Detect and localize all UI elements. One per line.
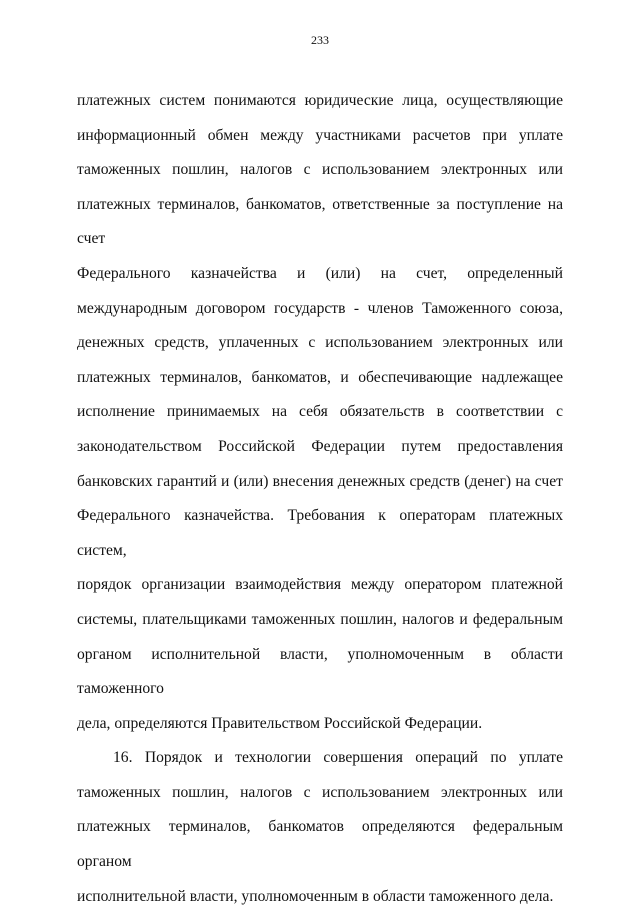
text-line: информационный обмен между участниками расчетов при уплате: [77, 126, 563, 144]
text-line: дела, определяются Правительством Российской Федерации.: [77, 714, 483, 732]
paragraph-continuation: [77, 84, 563, 741]
text-line: порядок организации взаимодействия между оператором платежной: [77, 576, 563, 594]
text-line: 16. Порядок и технологии совершения операций по уплате: [113, 749, 563, 767]
text-line: таможенных пошлин, налогов с использованием электронных или: [77, 161, 563, 179]
text-line: Федерального казначейства. Требования к операторам платежных систем,: [77, 507, 563, 559]
text-line: денежных средств, уплаченных с использованием электронных или: [77, 334, 563, 352]
text-line: банковских гарантий и (или) внесения денежных средств (денег) на счет: [77, 472, 563, 490]
text-line: платежных терминалов, банкоматов, ответственные за поступление на счет: [77, 195, 563, 248]
text-line: исполнение принимаемых на себя обязательств в соответствии с: [77, 403, 563, 421]
document-body: [77, 84, 563, 914]
text-line: законодательством Российской Федерации путем предоставления: [77, 437, 563, 455]
text-line: исполнительной власти, уполномоченным в области таможенного дела.: [77, 887, 554, 905]
text-line: платежных систем понимаются юридические лица, осуществляющие: [77, 92, 563, 109]
text-line: таможенных пошлин, налогов с использованием электронных или: [77, 783, 563, 801]
text-line: международным договором государств - членов Таможенного союза,: [77, 299, 563, 317]
text-line: органом исполнительной власти, уполномоченным в области таможенного: [77, 645, 563, 698]
paragraph-16: [77, 741, 563, 914]
text-line: платежных терминалов, банкоматов, и обеспечивающие надлежащее: [77, 368, 563, 386]
text-line: Федерального казначейства и (или) на счет, определенный: [77, 264, 563, 282]
page-number: 233: [311, 33, 329, 47]
text-line: платежных терминалов, банкоматов определяются федеральным органом: [77, 818, 563, 871]
text-line: системы, плательщиками таможенных пошлин, налогов и федеральным: [77, 610, 563, 628]
